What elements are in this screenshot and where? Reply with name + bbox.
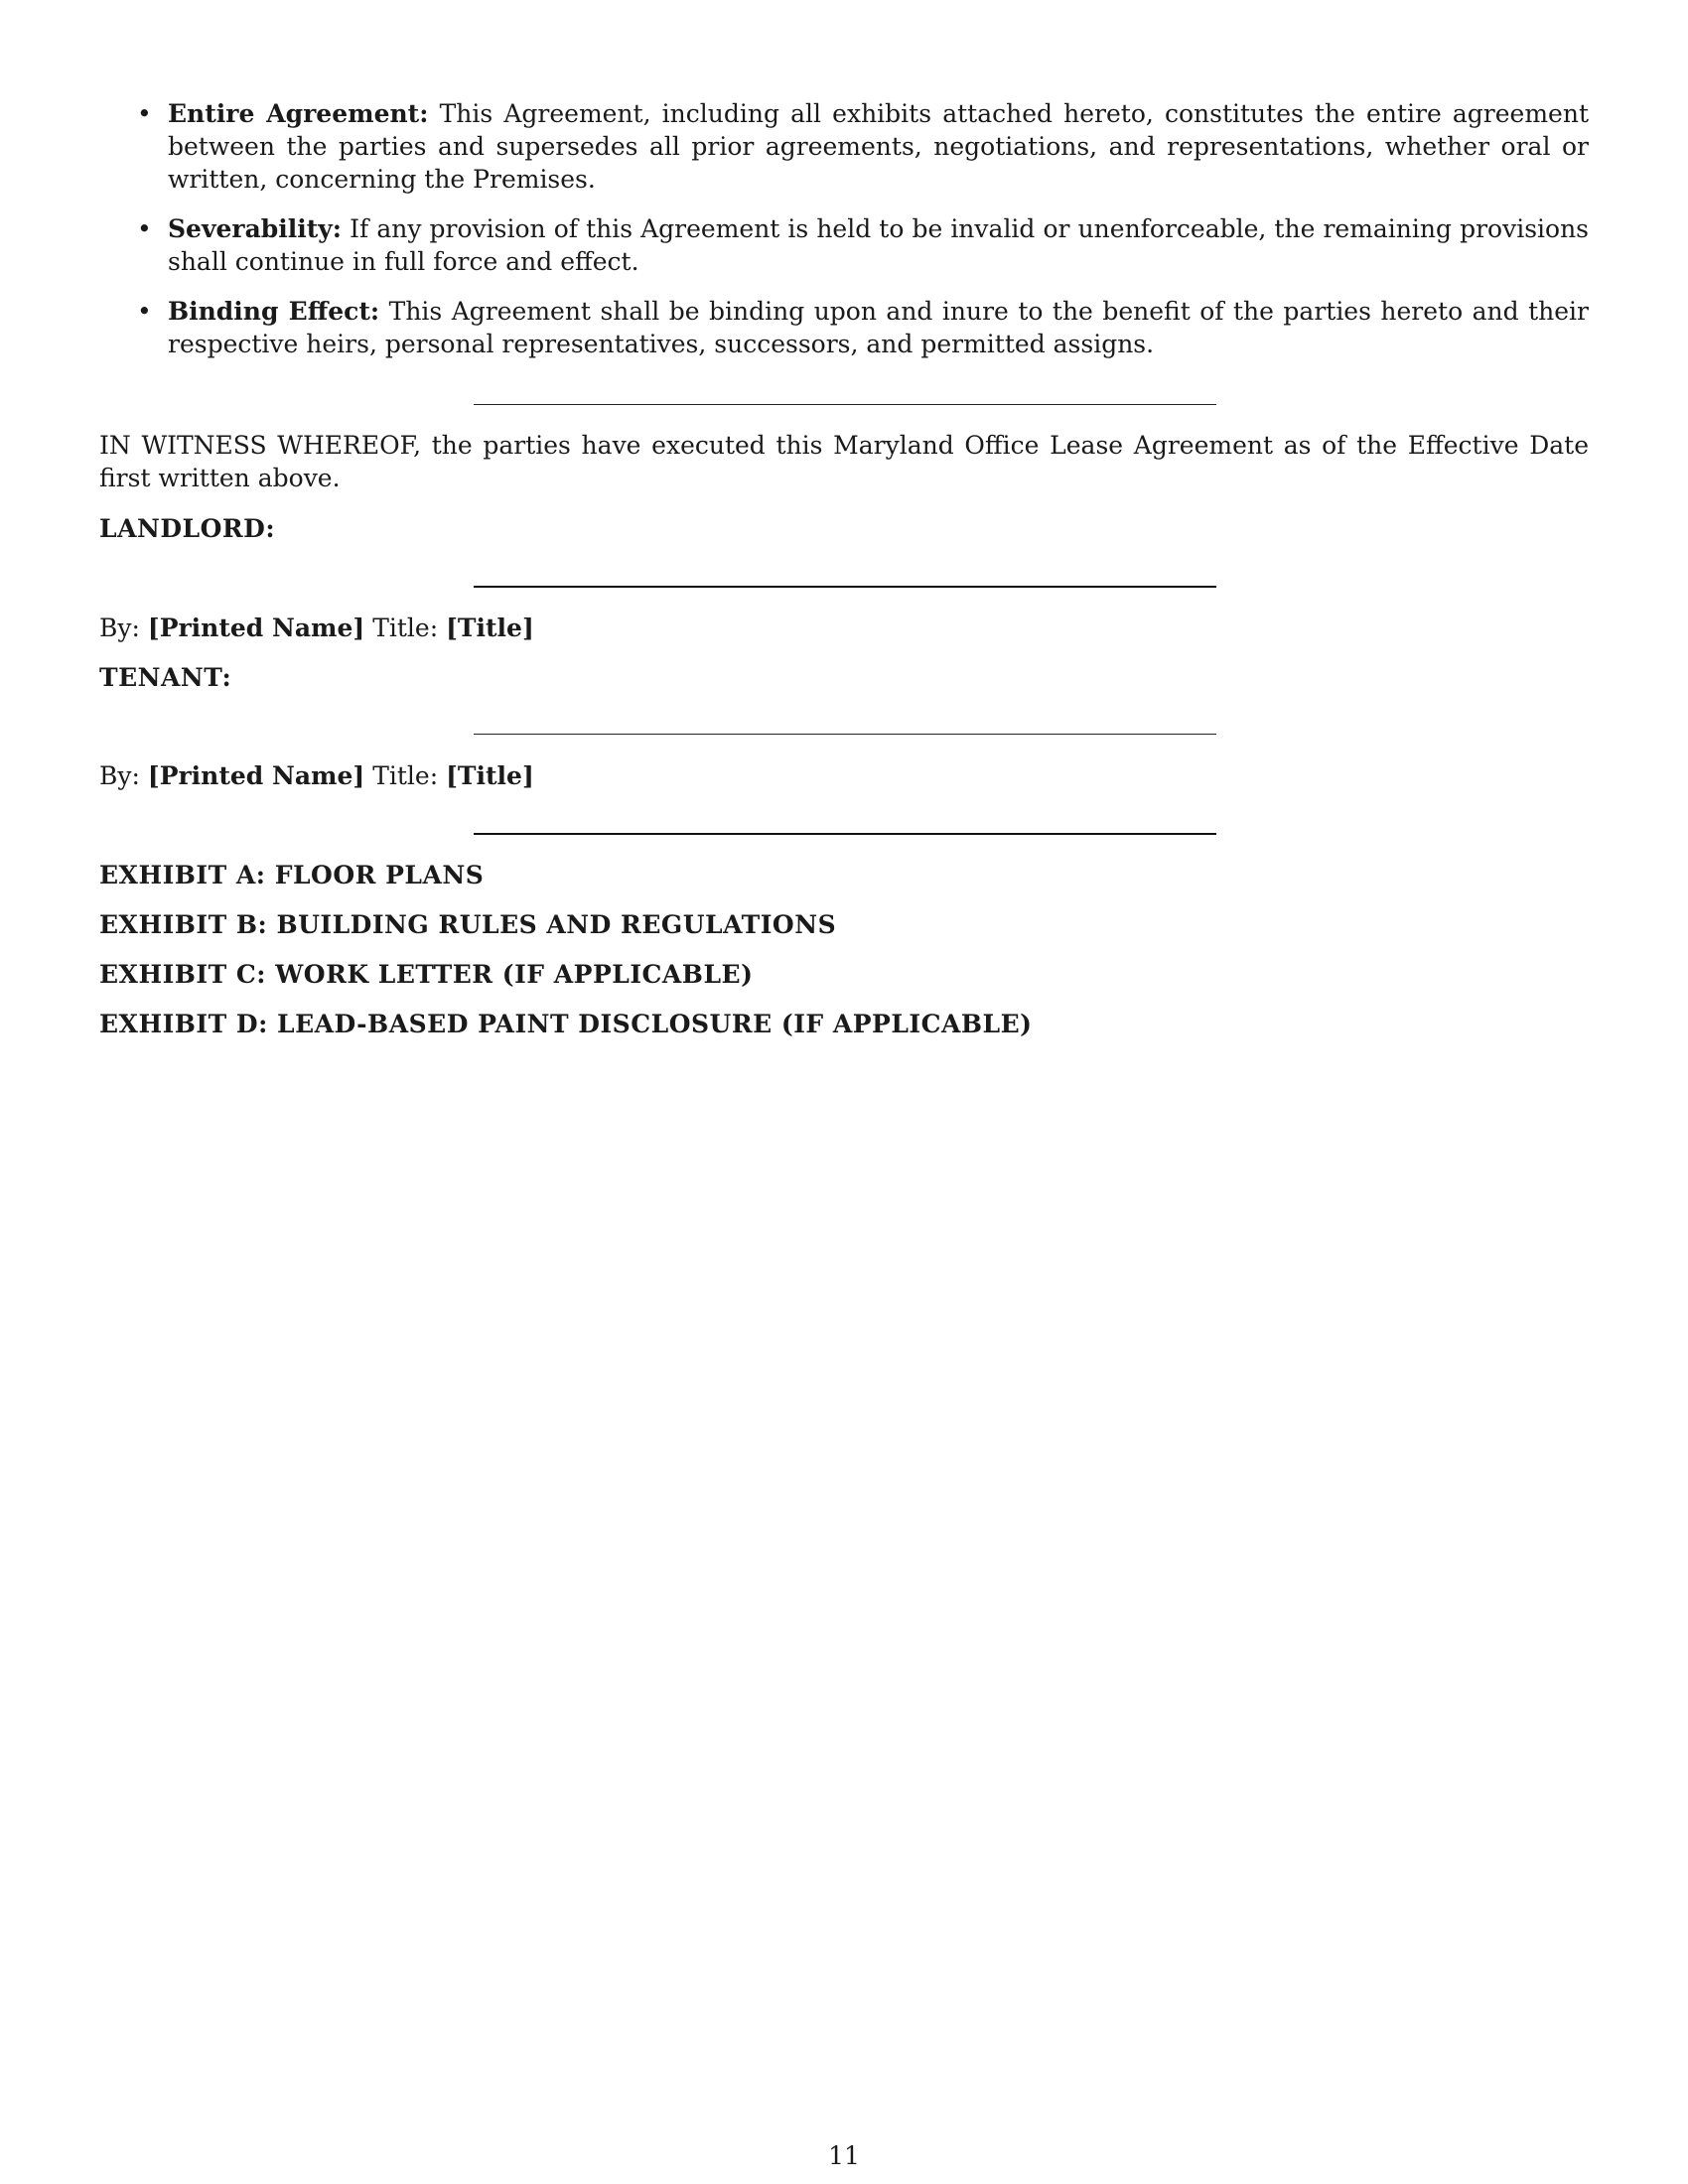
bullet-icon: • [137,214,152,243]
landlord-signature-line [474,586,1216,588]
exhibit-a-heading: EXHIBIT A: FLOOR PLANS [99,861,485,889]
clause-title: Binding Effect: [168,297,380,326]
title-label: Title: [372,614,439,642]
landlord-heading: LANDLORD: [99,514,276,543]
tenant-heading: TENANT: [99,663,232,692]
exhibit-c-heading: EXHIBIT C: WORK LETTER (IF APPLICABLE) [99,960,754,989]
landlord-signature-block [99,612,1589,644]
page-number: 11 [828,2141,860,2170]
clause-severability [99,212,1589,278]
clause-text: This Agreement, including all exhibits attached hereto, constitutes the entire agreement between the parties and supersedes all prior agreements, negotiations, and representations, whether oral or written, concerning the Premises. [168,99,1589,194]
title-placeholder: [Title] [446,614,534,642]
bullet-icon: • [137,297,152,326]
section-divider [474,404,1216,405]
clause-entire-agreement [99,97,1589,196]
clause-binding-effect [99,295,1589,360]
bullet-icon: • [137,99,152,128]
witness-statement: IN WITNESS WHEREOF, the parties have executed this Maryland Office Lease Agreement as of the Effective Date first written above. [99,431,1589,492]
tenant-signature-line [474,734,1216,735]
by-label: By: [99,614,140,642]
title-placeholder: [Title] [446,761,534,790]
exhibit-d-heading: EXHIBIT D: LEAD-BASED PAINT DISCLOSURE (IF APPLICABLE) [99,1010,1033,1038]
exhibits-divider [474,833,1216,835]
printed-name-placeholder: [Printed Name] [147,761,365,790]
tenant-signature-block [99,759,1589,792]
clauses-section [99,97,1589,377]
clause-list [99,97,1589,360]
exhibit-b-heading: EXHIBIT B: BUILDING RULES AND REGULATIONS [99,910,837,939]
clause-text: If any provision of this Agreement is held to be invalid or unenforceable, the remaining provisions shall continue in full force and effect. [168,214,1590,276]
by-label: By: [99,761,140,790]
clause-title: Severability: [168,214,343,243]
clause-title: Entire Agreement: [168,99,429,128]
printed-name-placeholder: [Printed Name] [147,614,365,642]
clause-text: This Agreement shall be binding upon and inure to the benefit of the parties hereto and their respective heirs, personal representatives, successors, and permitted assigns. [168,297,1589,358]
title-label: Title: [372,761,439,790]
